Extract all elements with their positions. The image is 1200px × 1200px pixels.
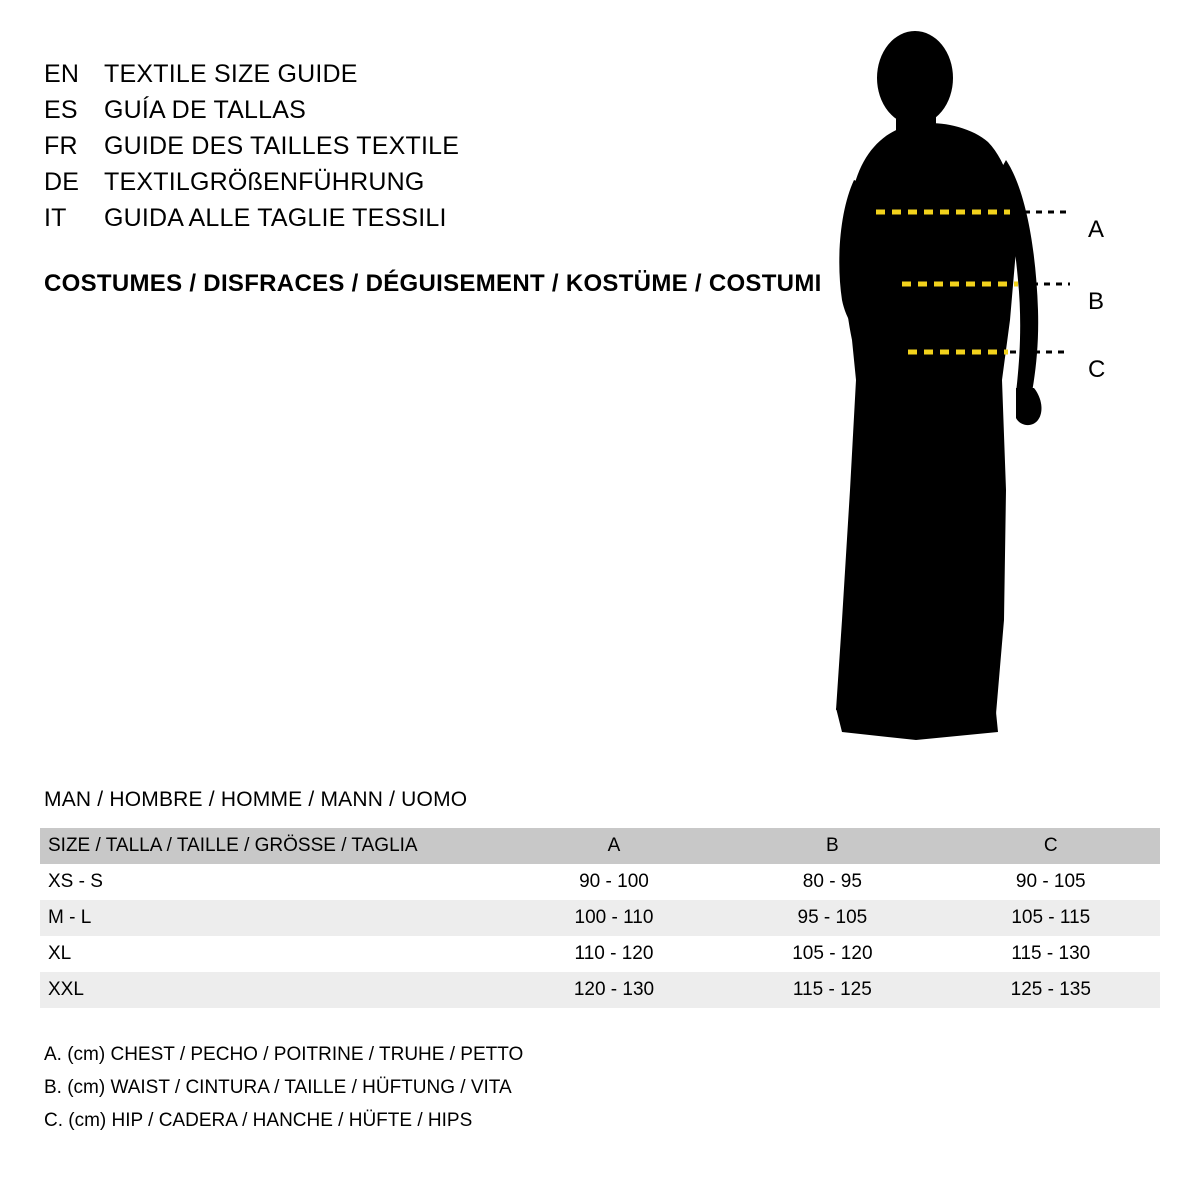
language-label: TEXTILGRÖßENFÜHRUNG: [104, 168, 425, 196]
language-code: FR: [44, 132, 78, 160]
silhouette-illustration: [820, 20, 1160, 750]
language-label: GUÍA DE TALLAS: [104, 96, 306, 124]
cell-b: 105 - 120: [723, 936, 941, 972]
cell-size: M - L: [40, 900, 505, 936]
table-row: [40, 900, 1160, 936]
table-row: [40, 864, 1160, 900]
header-c: C: [942, 828, 1160, 864]
language-code: EN: [44, 60, 80, 88]
language-row: [44, 200, 864, 236]
language-row: [44, 56, 864, 92]
costumes-subtitle: COSTUMES / DISFRACES / DÉGUISEMENT / KOSTÜME / COSTUMI: [44, 270, 822, 297]
header-a: A: [505, 828, 723, 864]
size-table: [40, 828, 1160, 1008]
legend-line-c: C. (cm) HIP / CADERA / HANCHE / HÜFTE / HIPS: [44, 1110, 473, 1131]
cell-c: 90 - 105: [942, 864, 1160, 900]
cell-b: 95 - 105: [723, 900, 941, 936]
table-body: [40, 864, 1160, 1008]
cell-c: 105 - 115: [942, 900, 1160, 936]
legend-line-a: A. (cm) CHEST / PECHO / POITRINE / TRUHE / PETTO: [44, 1044, 524, 1065]
cell-c: 115 - 130: [942, 936, 1160, 972]
table-header-row: [40, 828, 1160, 864]
language-code: ES: [44, 96, 78, 124]
table-row: [40, 972, 1160, 1008]
language-label: GUIDE DES TAILLES TEXTILE: [104, 132, 460, 160]
marker-label-c: C: [1088, 356, 1106, 383]
language-label: GUIDA ALLE TAGLIE TESSILI: [104, 204, 447, 232]
language-code: IT: [44, 204, 67, 232]
marker-label-b: B: [1088, 288, 1105, 315]
header-b: B: [723, 828, 941, 864]
language-label: TEXTILE SIZE GUIDE: [104, 60, 358, 88]
table-title: MAN / HOMBRE / HOMME / MANN / UOMO: [44, 788, 468, 811]
language-row: [44, 128, 864, 164]
cell-b: 115 - 125: [723, 972, 941, 1008]
table-row: [40, 936, 1160, 972]
table-head: [40, 828, 1160, 864]
cell-size: XS - S: [40, 864, 505, 900]
language-row: [44, 92, 864, 128]
cell-c: 125 - 135: [942, 972, 1160, 1008]
cell-size: XXL: [40, 972, 505, 1008]
header-size: SIZE / TALLA / TAILLE / GRÖSSE / TAGLIA: [40, 828, 505, 864]
cell-a: 110 - 120: [505, 936, 723, 972]
legend-line-b: B. (cm) WAIST / CINTURA / TAILLE / HÜFTUNG / VITA: [44, 1077, 512, 1098]
body-figure: [820, 20, 1160, 750]
cell-a: 100 - 110: [505, 900, 723, 936]
measurement-legend: [44, 1038, 523, 1137]
cell-size: XL: [40, 936, 505, 972]
marker-label-a: A: [1088, 216, 1105, 243]
cell-b: 80 - 95: [723, 864, 941, 900]
language-list: [44, 56, 864, 236]
language-code: DE: [44, 168, 80, 196]
cell-a: 120 - 130: [505, 972, 723, 1008]
cell-a: 90 - 100: [505, 864, 723, 900]
language-row: [44, 164, 864, 200]
